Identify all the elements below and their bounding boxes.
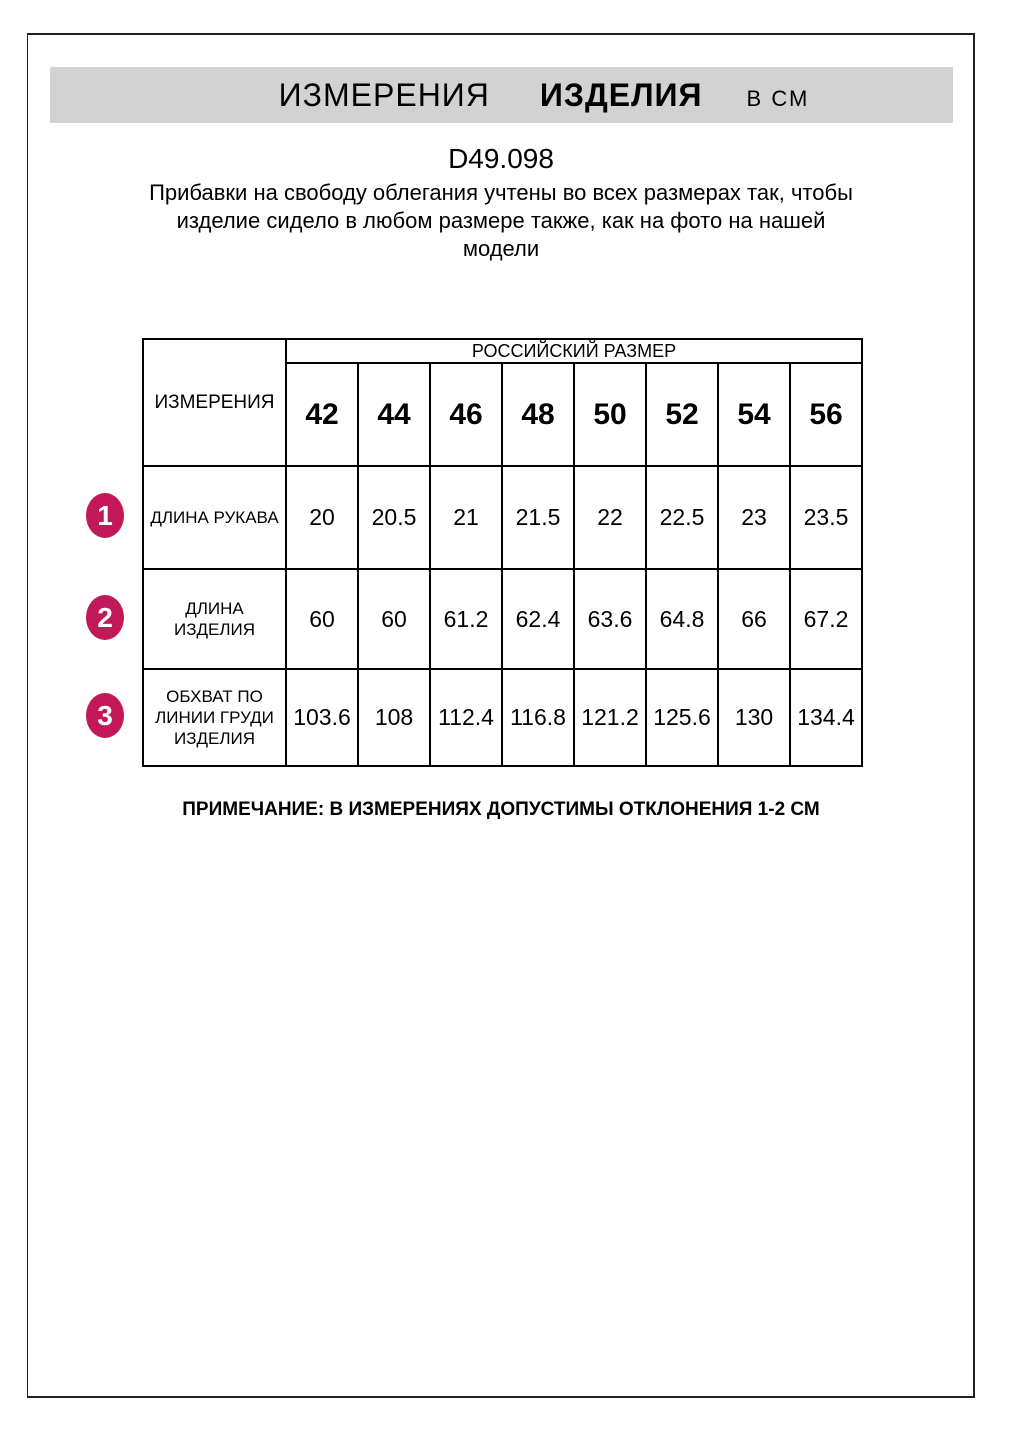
measurement-value-cell: 23.5 xyxy=(790,466,862,569)
measurement-value-cell: 23 xyxy=(718,466,790,569)
measurement-value-cell: 21 xyxy=(430,466,502,569)
size-column-header: 44 xyxy=(358,363,430,466)
row-number-badge-2: 2 xyxy=(86,595,124,640)
size-column-header: 52 xyxy=(646,363,718,466)
size-column-header: 54 xyxy=(718,363,790,466)
measurements-table xyxy=(142,338,863,767)
product-code: D49.098 xyxy=(448,143,554,174)
measurement-value-cell: 20.5 xyxy=(358,466,430,569)
size-group-header: РОССИЙСКИЙ РАЗМЕР xyxy=(286,339,862,363)
row-label-line: ДЛИНА xyxy=(185,599,244,618)
measurement-value-cell: 121.2 xyxy=(574,669,646,766)
row-label-line: ЛИНИИ ГРУДИ xyxy=(155,708,274,727)
measurement-value-cell: 60 xyxy=(358,569,430,669)
row-label-line: ОБХВАТ ПО xyxy=(166,687,263,706)
row-number-badge-1: 1 xyxy=(86,493,124,538)
table-row xyxy=(143,466,862,569)
measurement-value-cell: 108 xyxy=(358,669,430,766)
table-row xyxy=(143,669,862,766)
measurement-value-cell: 60 xyxy=(286,569,358,669)
size-column-header: 50 xyxy=(574,363,646,466)
measurement-value-cell: 63.6 xyxy=(574,569,646,669)
title-banner xyxy=(50,67,953,123)
size-column-header: 56 xyxy=(790,363,862,466)
row-label-line: ИЗДЕЛИЯ xyxy=(174,729,255,748)
description-line: модели xyxy=(462,236,540,261)
measurement-value-cell: 116.8 xyxy=(502,669,574,766)
measurement-value-cell: 22 xyxy=(574,466,646,569)
measurement-value-cell: 20 xyxy=(286,466,358,569)
measurement-value-cell: 130 xyxy=(718,669,790,766)
measurement-row-label xyxy=(143,569,286,669)
measurement-value-cell: 67.2 xyxy=(790,569,862,669)
measurement-value-cell: 61.2 xyxy=(430,569,502,669)
banner-text xyxy=(194,67,810,130)
product-description xyxy=(27,179,975,263)
table-corner-label: ИЗМЕРЕНИЯ xyxy=(143,339,286,466)
row-label-line: ИЗДЕЛИЯ xyxy=(174,620,255,639)
row-label-line: ДЛИНА РУКАВА xyxy=(150,508,279,527)
measurement-value-cell: 125.6 xyxy=(646,669,718,766)
measurement-value-cell: 66 xyxy=(718,569,790,669)
measurement-value-cell: 62.4 xyxy=(502,569,574,669)
measurement-value-cell: 103.6 xyxy=(286,669,358,766)
description-line: изделие сидело в любом размере также, как на фото на нашей xyxy=(176,208,826,233)
row-number-badge-3: 3 xyxy=(86,693,124,738)
description-line: Прибавки на свободу облегания учтены во всех размерах так, чтобы xyxy=(149,180,853,205)
title-word-izmereniya: ИЗМЕРЕНИЯ xyxy=(278,77,490,113)
measurement-row-label xyxy=(143,669,286,766)
size-column-header: 46 xyxy=(430,363,502,466)
measurement-value-cell: 134.4 xyxy=(790,669,862,766)
size-column-header: 48 xyxy=(502,363,574,466)
title-word-izdeliya: ИЗДЕЛИЯ xyxy=(539,77,703,113)
measurement-value-cell: 64.8 xyxy=(646,569,718,669)
table-row xyxy=(143,569,862,669)
measurement-value-cell: 22.5 xyxy=(646,466,718,569)
note-text: ПРИМЕЧАНИЕ: В ИЗМЕРЕНИЯХ ДОПУСТИМЫ ОТКЛОНЕНИЯ 1-2 СМ xyxy=(182,799,820,820)
measurement-value-cell: 21.5 xyxy=(502,466,574,569)
size-column-header: 42 xyxy=(286,363,358,466)
measurement-value-cell: 112.4 xyxy=(430,669,502,766)
measurement-row-label xyxy=(143,466,286,569)
title-unit-label: В СМ xyxy=(746,86,810,111)
